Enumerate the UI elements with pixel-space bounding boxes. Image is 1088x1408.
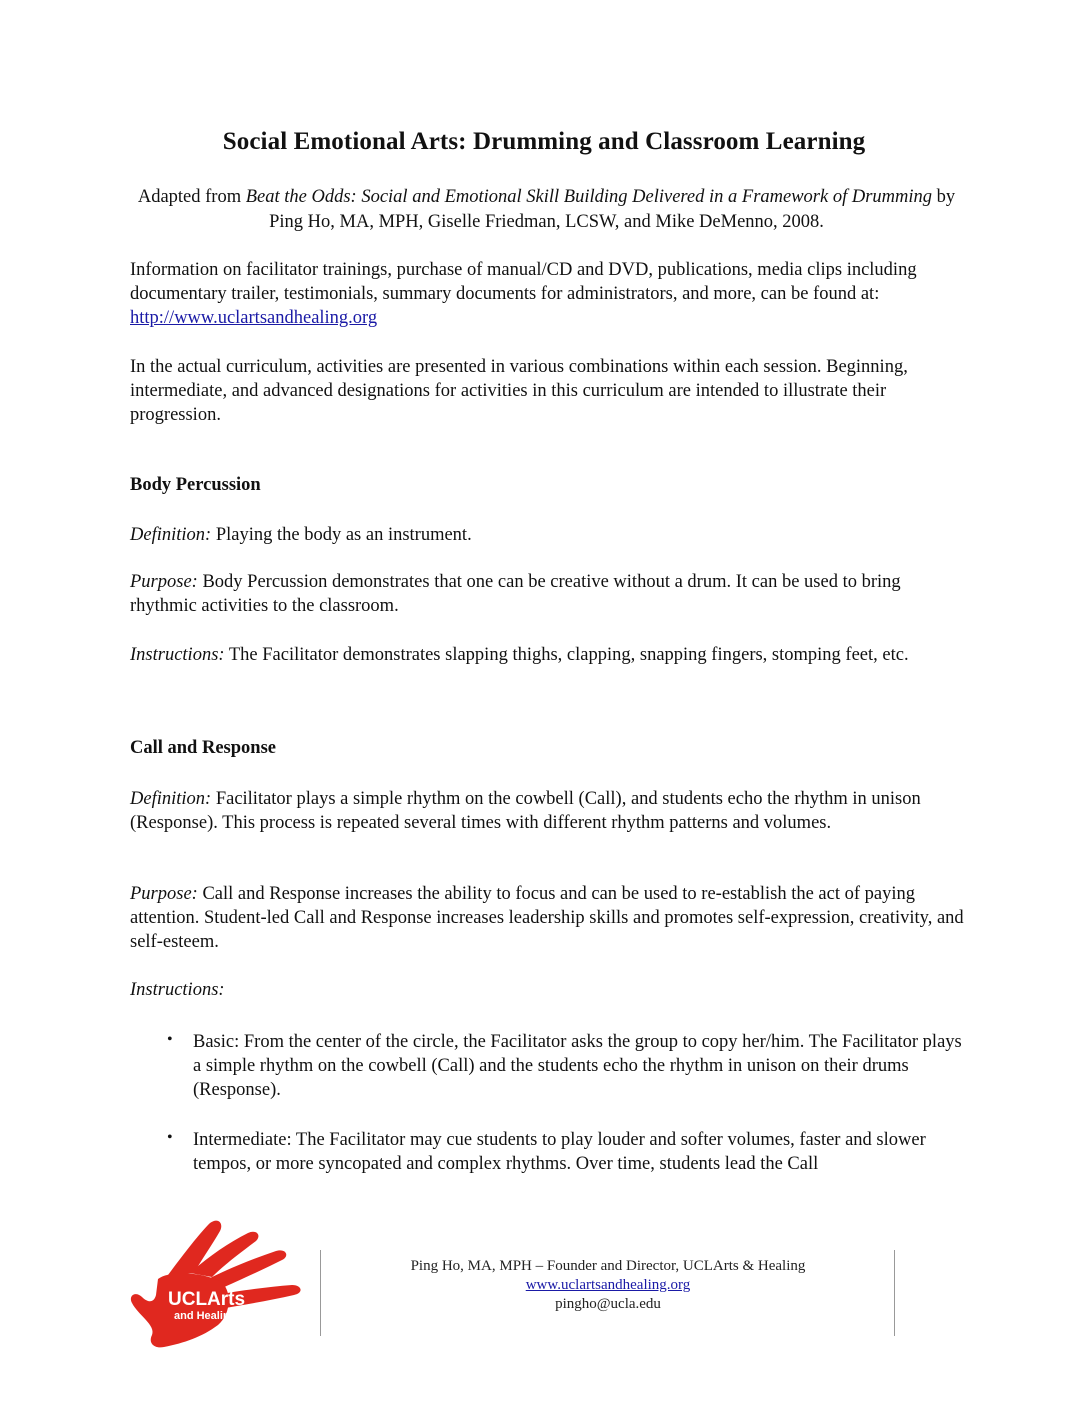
authors-line: Ping Ho, MA, MPH, Giselle Friedman, LCSW, and Mike DeMenno, 2008. [269, 212, 824, 232]
instructions-label: Instructions: [130, 980, 225, 1000]
section-heading-body-percussion: Body Percussion [130, 475, 261, 495]
call-response-instructions-label [130, 978, 965, 1002]
adapted-suffix: by [932, 187, 956, 207]
hand-shape [131, 1221, 301, 1348]
page-title: Social Emotional Arts: Drumming and Classroom Learning [222, 128, 866, 155]
call-response-definition [130, 787, 965, 835]
purpose-text: Body Percussion demonstrates that one can be creative without a drum. It can be used to bring rhythmic activities to the classroom. [130, 572, 901, 616]
bullet-marker: • [167, 1031, 173, 1048]
adapted-prefix: Adapted from [137, 187, 246, 207]
book-title: Beat the Odds: Social and Emotional Skill Building Delivered in a Framework of Drumming [245, 187, 933, 207]
instructions-label: Instructions: [130, 645, 225, 665]
footer-divider-right [894, 1250, 895, 1336]
purpose-label: Purpose: [130, 572, 198, 592]
footer-divider-left [320, 1250, 321, 1336]
definition-text: Playing the body as an instrument. [211, 525, 472, 545]
footer-contact [322, 1257, 894, 1314]
info-paragraph [130, 258, 965, 330]
definition-label: Definition: [130, 525, 212, 545]
info-text: Information on facilitator trainings, purchase of manual/CD and DVD, publications, media clips including documentary trailer, testimonials, summary documents for administrators, and more, can be found at: [130, 260, 917, 304]
purpose-label: Purpose: [130, 884, 198, 904]
purpose-text: Call and Response increases the ability to focus and can be used to re-establish the act of paying attention. Student-led Call and Response increases leadership skills and promotes self-expression, creativity, and self-esteem. [130, 884, 964, 952]
footer-founder-line: Ping Ho, MA, MPH – Founder and Director, UCLArts & Healing [410, 1258, 806, 1274]
list-item-intermediate: Intermediate: The Facilitator may cue students to play louder and softer volumes, faster and slower tempos, or more syncopated and complex rhythms. Over time, students lead the Call [193, 1130, 926, 1174]
footer-website-link[interactable]: www.uclartsandhealing.org [525, 1277, 691, 1293]
section-heading-call-and-response: Call and Response [130, 738, 276, 758]
body-percussion-instructions [130, 643, 965, 667]
adapted-from-note [100, 185, 993, 235]
logo-text-uclarts: UCLArts [168, 1289, 246, 1310]
body-percussion-purpose [130, 570, 965, 618]
website-link[interactable]: http://www.uclartsandhealing.org [130, 308, 378, 328]
body-percussion-definition [130, 523, 965, 547]
curriculum-paragraph: In the actual curriculum, activities are presented in various combinations within each session. Beginning, intermediate, and advanced designations for activities in this curriculum are intended to illustrate their progression. [130, 357, 908, 425]
footer-email: pingho@ucla.edu [555, 1296, 661, 1312]
uclarts-hand-logo [128, 1215, 308, 1350]
definition-text: Facilitator plays a simple rhythm on the cowbell (Call), and students echo the rhythm in unison (Response). This process is repeated several times with different rhythm patterns and volumes. [130, 789, 921, 833]
list-item-basic: Basic: From the center of the circle, the Facilitator asks the group to copy her/him. The Facilitator plays a simple rhythm on the cowbell (Call) and the students echo the rhythm in unison on their drums (Response). [193, 1032, 962, 1100]
bullet-marker: • [167, 1129, 173, 1146]
logo-text-and-healing: and Healing [174, 1310, 237, 1322]
definition-label: Definition: [130, 789, 212, 809]
call-response-purpose [130, 882, 965, 954]
instructions-text: The Facilitator demonstrates slapping thighs, clapping, snapping fingers, stomping feet, etc. [224, 645, 909, 665]
